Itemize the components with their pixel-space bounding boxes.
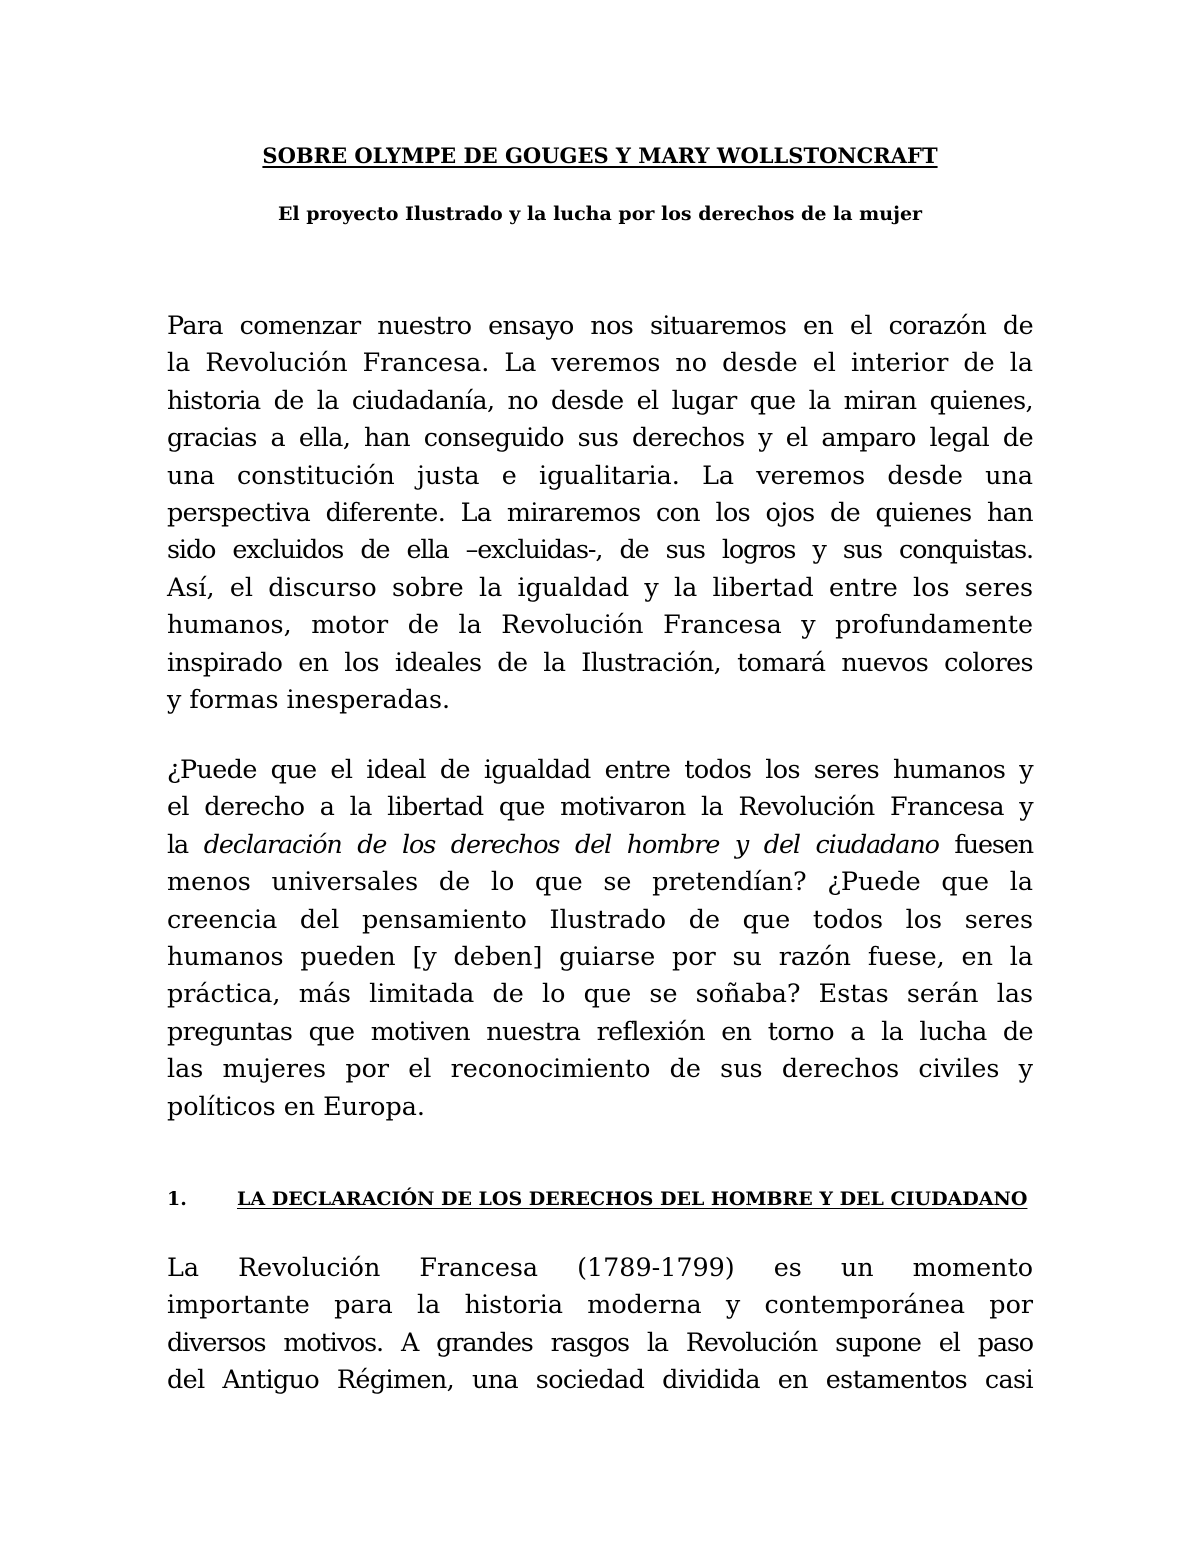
paragraph-line-with-italic [167, 826, 1033, 863]
paragraph-line: sido excluidos de ella –excluidas-, de sus logros y sus conquistas. [167, 534, 1033, 565]
paragraph-line: el derecho a la libertad que motivaron la Revolución Francesa y [167, 791, 1033, 822]
paragraph-line: diversos motivos. A grandes rasgos la Revolución supone el paso [167, 1326, 1033, 1357]
paragraph-line: menos universales de lo que se pretendían? ¿Puede que la [167, 866, 1033, 897]
paragraph-line: del Antiguo Régimen, una sociedad dividida en estamentos casi [167, 1364, 1033, 1395]
paragraph-line: ¿Puede que el ideal de igualdad entre todos los seres humanos y [167, 754, 1033, 784]
paragraph-line: políticos en Europa. [167, 1090, 425, 1121]
paragraph-line: perspectiva diferente. La miraremos con los ojos de quienes han [167, 496, 1033, 527]
paragraph-line: inspirado en los ideales de la Ilustración, tomará nuevos colores [167, 646, 1033, 677]
paragraph-line: preguntas que motiven nuestra reflexión en torno a la lucha de [167, 1015, 1033, 1046]
paragraph-line: práctica, más limitada de lo que se soñaba? Estas serán las [167, 978, 1033, 1009]
paragraph-line: Para comenzar nuestro ensayo nos situaremos en el corazón de [167, 310, 1033, 340]
document-title: SOBRE OLYMPE DE GOUGES Y MARY WOLLSTONCRAFT [262, 143, 938, 168]
paragraph-line: creencia del pensamiento Ilustrado de que todos los seres [167, 903, 1033, 934]
paragraph-line: una constitución justa e igualitaria. La veremos desde una [167, 459, 1033, 490]
paragraph-line: historia de la ciudadanía, no desde el lugar que la miran quienes, [167, 384, 1033, 415]
line-text: la [167, 828, 204, 859]
paragraph-line: Así, el discurso sobre la igualdad y la libertad entre los seres [167, 571, 1033, 602]
paragraph-line: humanos, motor de la Revolución Francesa y profundamente [167, 609, 1033, 640]
paragraph-line: importante para la historia moderna y contemporánea por [167, 1289, 1033, 1320]
intro-paragraph [167, 307, 1033, 718]
questions-paragraph [167, 751, 1033, 1125]
section-title: LA DECLARACIÓN DE LOS DERECHOS DEL HOMBRE Y DEL CIUDADANO [237, 1188, 1028, 1210]
section-number: 1. [167, 1188, 187, 1210]
paragraph-line: humanos pueden [y deben] guiarse por su razón fuese, en la [167, 940, 1033, 971]
italic-declaration-title: declaración de los derechos del hombre y del ciudadano [203, 828, 939, 859]
line-text: fuesen [938, 828, 1034, 859]
paragraph-line: las mujeres por el reconocimiento de sus derechos civiles y [167, 1053, 1033, 1084]
paragraph-line: La Revolución Francesa (1789-1799) es un momento [167, 1252, 1033, 1282]
section-paragraph [167, 1249, 1033, 1399]
document-subtitle: El proyecto Ilustrado y la lucha por los derechos de la mujer [277, 203, 923, 225]
paragraph-line: la Revolución Francesa. La veremos no desde el interior de la [167, 347, 1033, 378]
paragraph-line: y formas inesperadas. [167, 683, 451, 714]
paragraph-line: gracias a ella, han conseguido sus derechos y el amparo legal de [167, 422, 1033, 453]
section-heading [167, 1183, 1033, 1215]
